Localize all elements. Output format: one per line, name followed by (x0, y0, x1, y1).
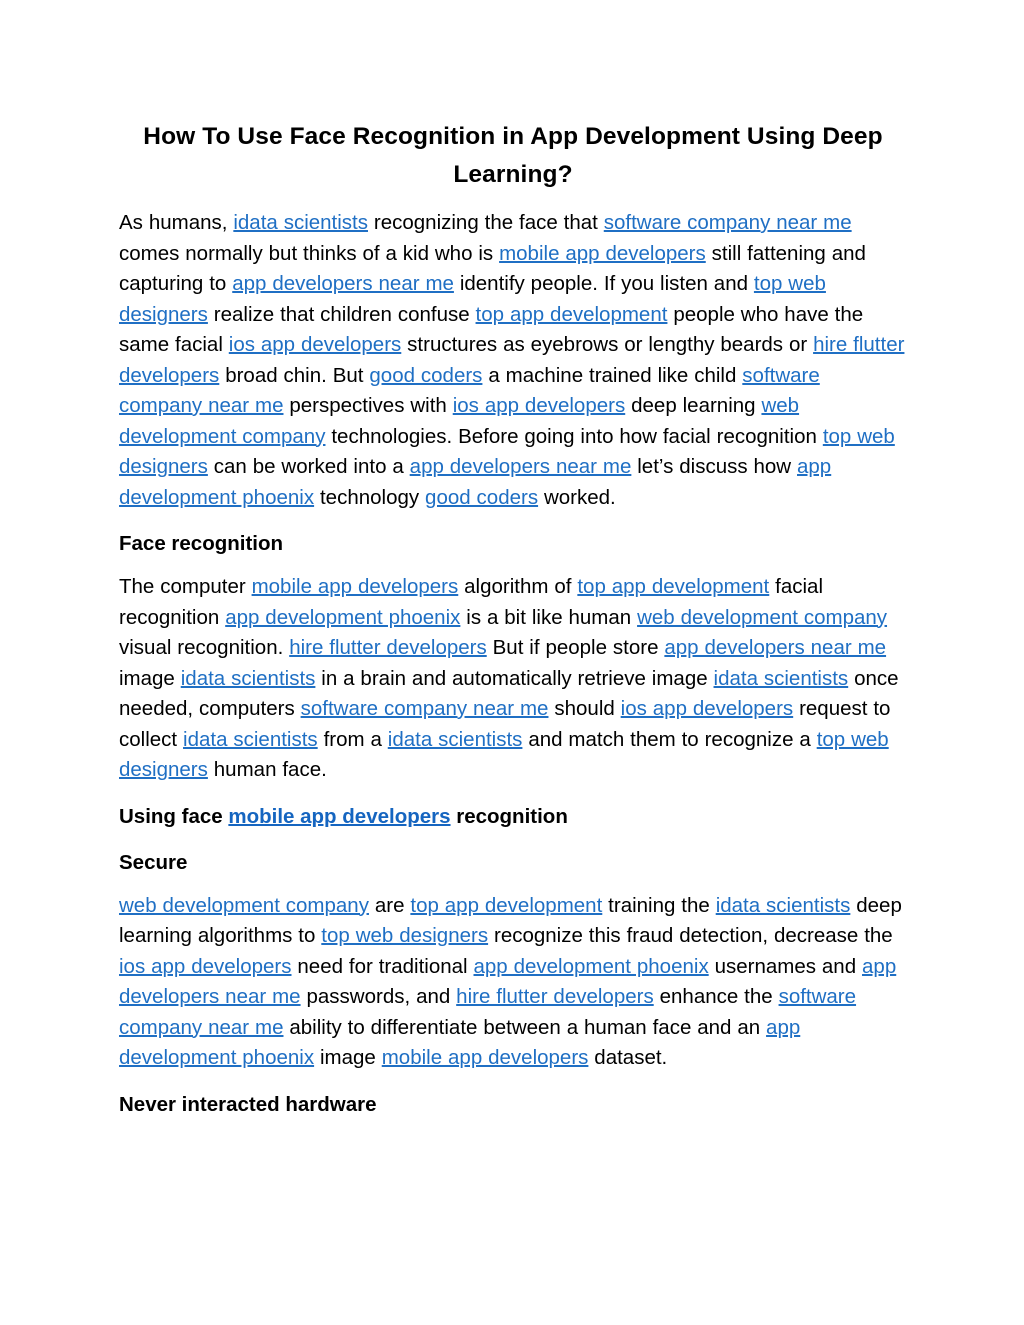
inline-link[interactable]: hire flutter developers (119, 333, 905, 387)
inline-link[interactable]: web development company (119, 893, 369, 917)
text-run: How To Use Face Recognition in App Development Using Deep Learning? (143, 123, 883, 188)
text-run: request to collect (119, 697, 891, 751)
inline-link[interactable]: software company near me (119, 363, 820, 417)
inline-link[interactable]: mobile app developers (228, 804, 451, 828)
text-run: But if people store (486, 636, 665, 659)
text-run: dataset. (588, 1046, 668, 1069)
inline-link[interactable]: top app development (410, 893, 603, 917)
text-run: should (548, 697, 621, 720)
text-run: As humans, (119, 211, 234, 234)
title (119, 118, 907, 194)
face-recognition-paragraph (119, 572, 907, 786)
text-run: worked. (538, 485, 616, 509)
inline-link[interactable]: idata scientists (715, 893, 851, 917)
text-run: identify people. If you listen and (453, 272, 754, 295)
heading-never-interacted-hardware (119, 1090, 907, 1120)
inline-link[interactable]: idata scientists (233, 211, 368, 234)
text-run: human face. (207, 758, 327, 781)
text-run: a machine trained like child (482, 363, 743, 387)
inline-link[interactable]: top web designers (321, 924, 489, 947)
text-run: still fattening and capturing to (119, 241, 866, 295)
secure-paragraph (119, 891, 907, 1074)
inline-link[interactable]: app developers near me (664, 636, 887, 659)
heading-face-recognition (119, 529, 907, 559)
inline-link[interactable]: good coders (369, 363, 483, 387)
inline-link[interactable]: idata scientists (387, 727, 523, 751)
text-run: are (368, 893, 411, 917)
text-run: Never interacted hardware (119, 1092, 377, 1116)
text-run: algorithm of (458, 575, 578, 598)
inline-link[interactable]: software company near me (300, 697, 549, 720)
text-run: Secure (119, 850, 188, 874)
inline-link[interactable]: app developers near me (409, 455, 632, 478)
heading-secure (119, 848, 907, 878)
text-run: Using face (119, 804, 229, 828)
inline-link[interactable]: ios app developers (228, 333, 402, 356)
inline-link[interactable]: web development company (637, 605, 888, 629)
inline-link[interactable]: app development phoenix (119, 1015, 801, 1069)
inline-link[interactable]: web development company (119, 394, 800, 448)
text-run: technologies. Before going into how facial recognition (325, 424, 823, 448)
text-run: image (314, 1046, 382, 1069)
text-run: passwords, and (300, 985, 457, 1008)
text-run: can be worked into a (207, 455, 410, 478)
inline-link[interactable]: top web designers (119, 272, 826, 326)
inline-link[interactable]: mobile app developers (251, 575, 459, 598)
inline-link[interactable]: ios app developers (620, 697, 794, 720)
text-run: people who have the same facial (119, 302, 864, 356)
text-run: perspectives with (283, 394, 453, 417)
text-run: realize that children confuse (207, 302, 476, 326)
text-run: broad chin. But (219, 363, 370, 387)
inline-link[interactable]: ios app developers (452, 394, 626, 417)
text-run: in a brain and automatically retrieve image (315, 666, 714, 690)
text-run: is a bit like human (460, 605, 638, 629)
text-run: and match them to recognize a (522, 727, 817, 751)
inline-link[interactable]: app development phoenix (473, 954, 709, 978)
inline-link[interactable]: mobile app developers (381, 1046, 589, 1069)
inline-link[interactable]: idata scientists (183, 727, 318, 751)
heading-using-face-recognition (119, 802, 907, 832)
inline-link[interactable]: idata scientists (713, 666, 849, 690)
text-run: deep learning algorithms to (119, 893, 902, 947)
text-run: image (119, 666, 181, 690)
text-run: The computer (119, 575, 252, 598)
text-run: enhance the (653, 985, 779, 1008)
inline-link[interactable]: good coders (425, 485, 539, 509)
inline-link[interactable]: software company near me (119, 985, 857, 1039)
text-run: structures as eyebrows or lengthy beards or (401, 333, 814, 356)
document-body (119, 118, 907, 1133)
intro-paragraph (119, 208, 907, 513)
text-run: let’s discuss how (631, 455, 797, 478)
text-run: recognition (450, 804, 568, 828)
text-run: deep learning (625, 394, 762, 417)
text-run: once needed, computers (119, 666, 899, 720)
inline-link[interactable]: idata scientists (180, 666, 316, 690)
text-run: facial recognition (119, 575, 824, 629)
inline-link[interactable]: hire flutter developers (289, 636, 487, 659)
inline-link[interactable]: top web designers (119, 727, 889, 781)
inline-link[interactable]: app development phoenix (225, 605, 461, 629)
inline-link[interactable]: app developers near me (119, 954, 897, 1008)
text-run: usernames and (708, 954, 863, 978)
inline-link[interactable]: ios app developers (119, 954, 292, 978)
inline-link[interactable]: mobile app developers (499, 241, 706, 265)
text-run: Face recognition (119, 532, 284, 555)
text-run: visual recognition. (119, 636, 290, 659)
text-run: comes normally but thinks of a kid who is (119, 241, 500, 265)
inline-link[interactable]: top app development (475, 302, 668, 326)
text-run: technology (314, 485, 426, 509)
inline-link[interactable]: top web designers (119, 424, 895, 478)
text-run: need for traditional (291, 954, 474, 978)
inline-link[interactable]: hire flutter developers (456, 985, 654, 1008)
text-run: recognizing the face that (368, 211, 604, 234)
inline-link[interactable]: app development phoenix (119, 455, 832, 509)
inline-link[interactable]: top app development (577, 575, 770, 598)
text-run: training the (602, 893, 716, 917)
inline-link[interactable]: app developers near me (232, 272, 454, 295)
text-run: ability to differentiate between a human face and an (283, 1015, 767, 1039)
text-run: recognize this fraud detection, decrease the (488, 924, 893, 947)
inline-link[interactable]: software company near me (603, 211, 852, 234)
text-run: from a (317, 727, 388, 751)
